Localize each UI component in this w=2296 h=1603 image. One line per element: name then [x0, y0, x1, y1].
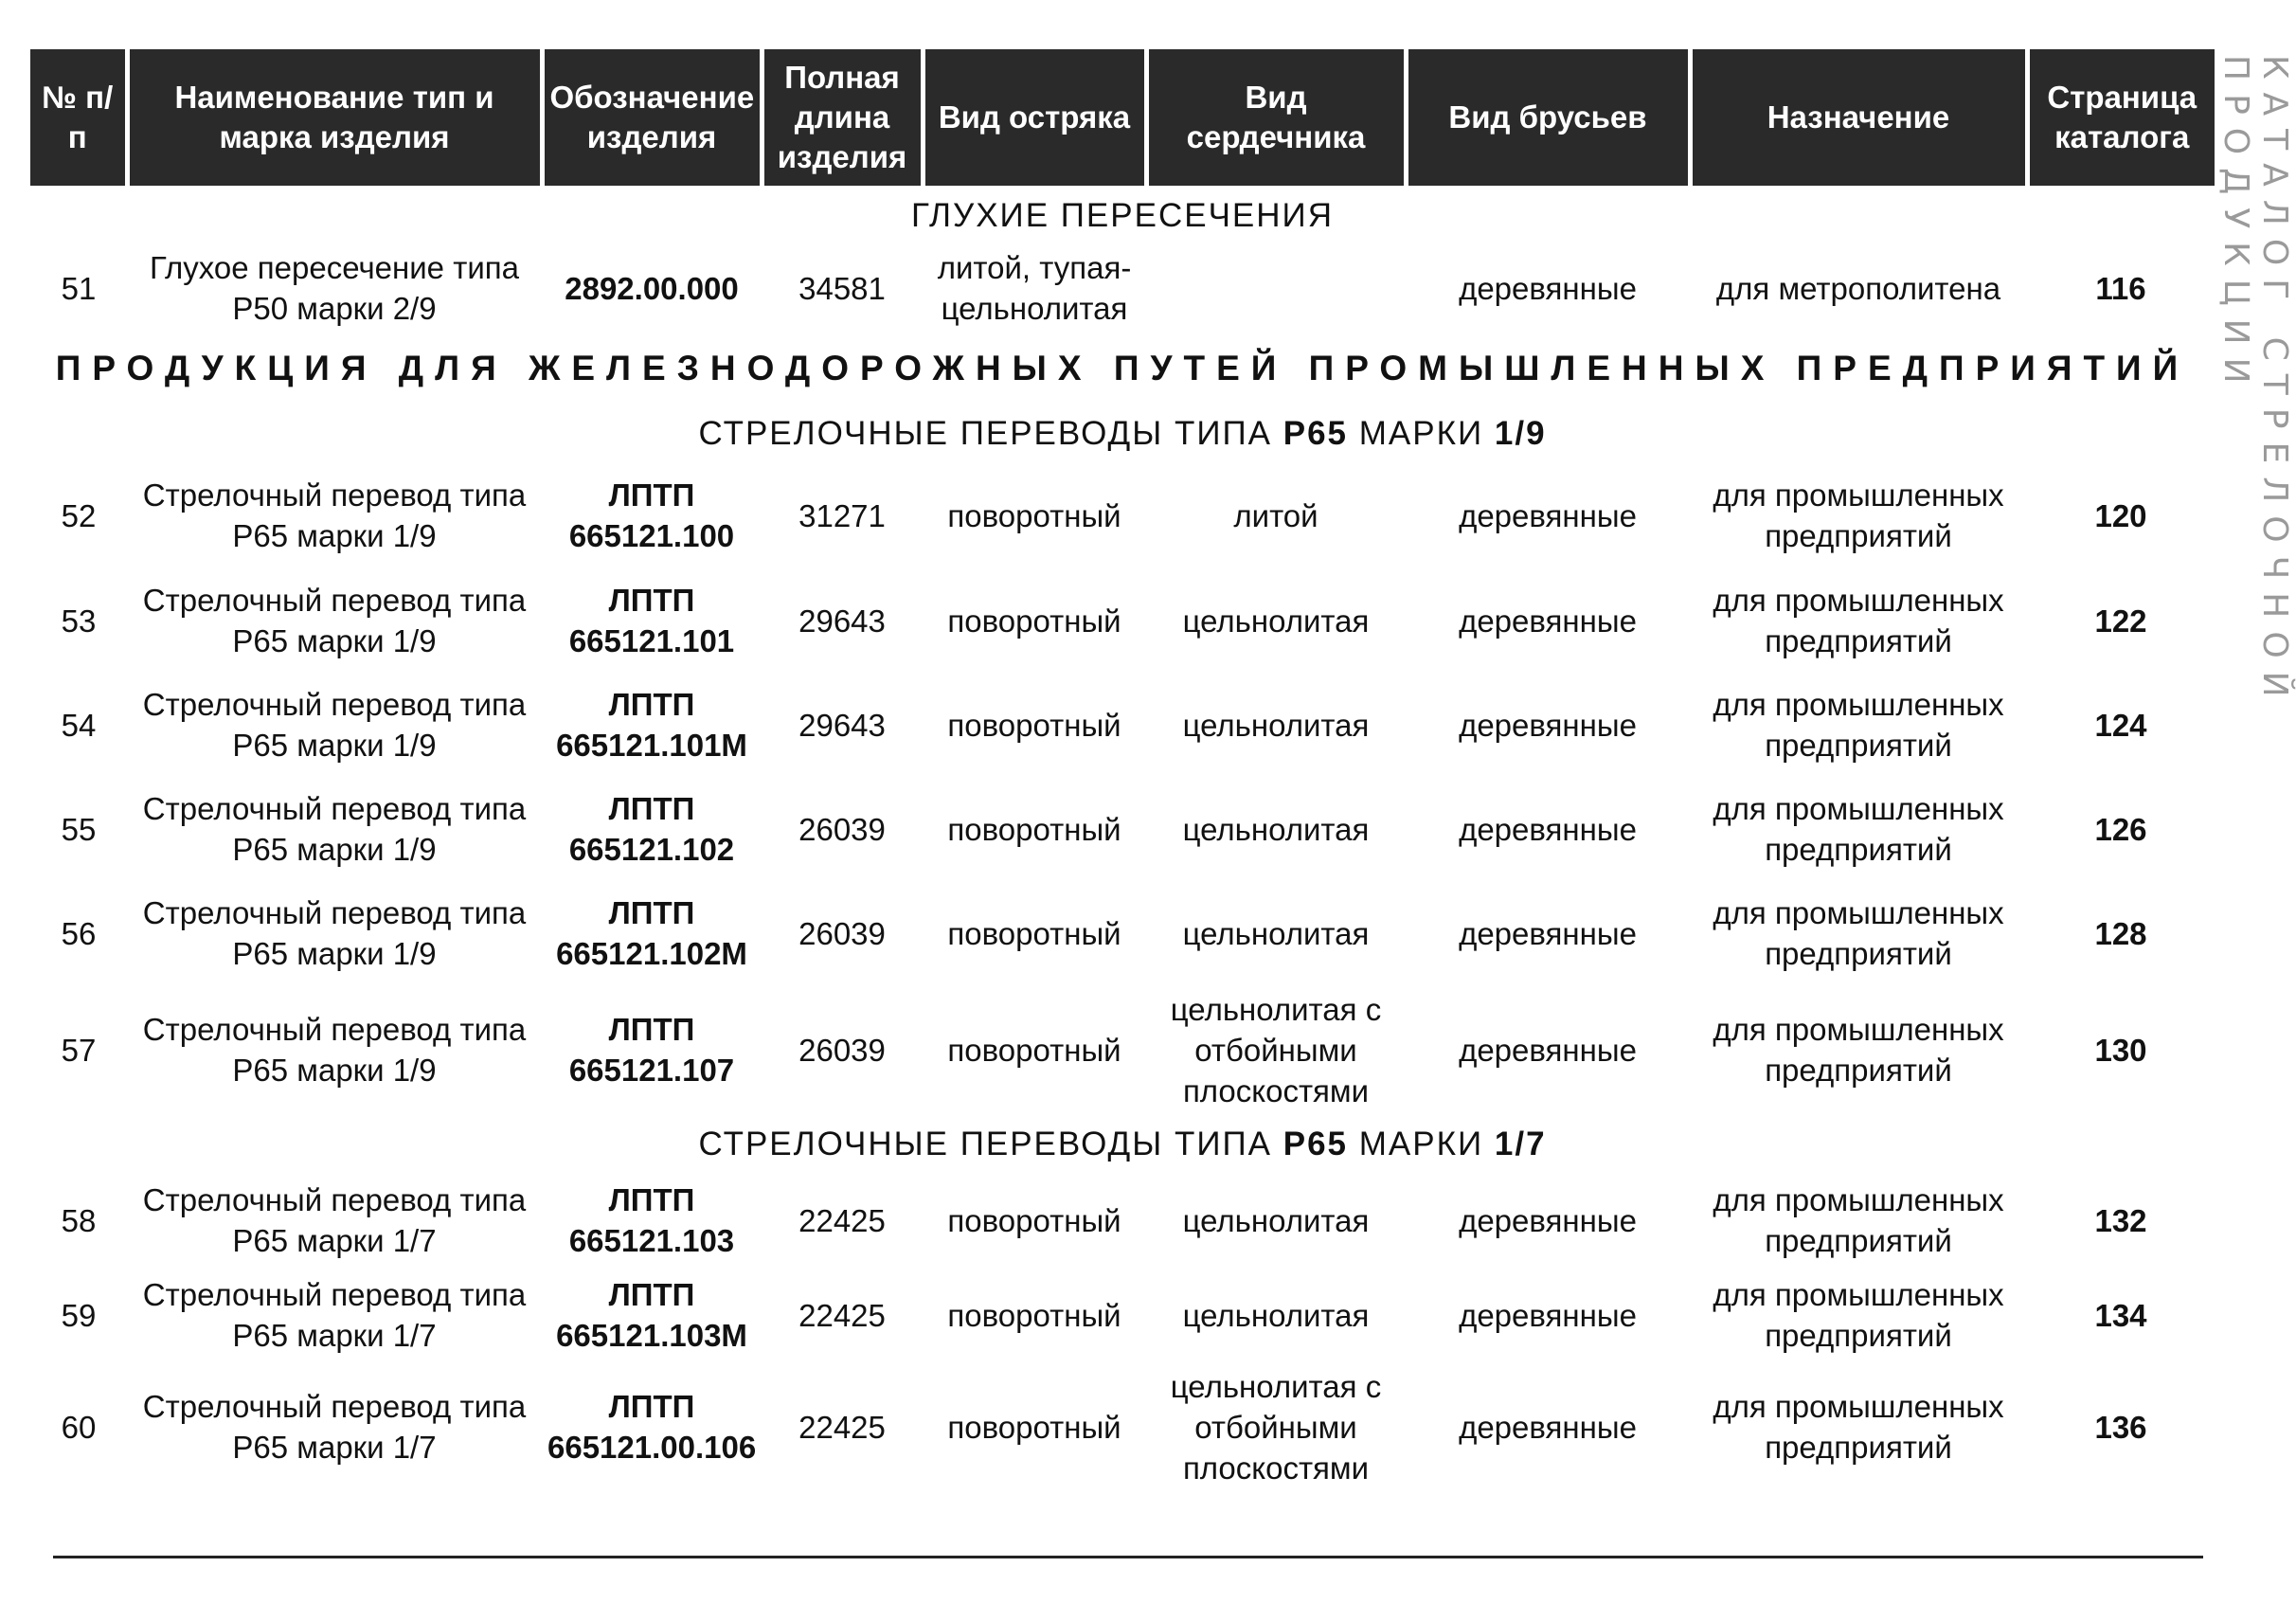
cell-name: Стрелочный перевод типа Р65 марки 1/9 — [142, 583, 527, 658]
cell-purpose: для промышленных предприятий — [1713, 791, 2004, 867]
cell-core: цельнолитая — [1182, 915, 1370, 951]
cell-core: цельнолитая с отбойными плоскостями — [1170, 1368, 1382, 1486]
cell-page: 126 — [2094, 811, 2147, 847]
cell-num: 60 — [61, 1409, 97, 1445]
cell-sleepers: деревянные — [1459, 603, 1637, 639]
cell-code: ЛПТП 665121.102 — [568, 791, 735, 867]
cell-sleepers: деревянные — [1459, 270, 1637, 306]
cell-core: цельнолитая — [1182, 603, 1370, 639]
cell-num: 55 — [61, 811, 97, 847]
cell-length: 22425 — [798, 1409, 886, 1445]
cell-num: 56 — [61, 915, 97, 951]
section-title-blind: ГЛУХИЕ ПЕРЕСЕЧЕНИЯ — [911, 196, 1334, 234]
table-row — [30, 462, 2215, 568]
section-row — [30, 186, 2215, 244]
cell-length: 31271 — [798, 497, 886, 533]
cell-page: 128 — [2094, 915, 2147, 951]
cell-purpose: для промышленных предприятий — [1713, 895, 2004, 971]
section-title-p65-17 — [30, 1114, 2215, 1173]
cell-page: 134 — [2094, 1297, 2147, 1333]
cell-point: литой, тупая-цельнолитая — [937, 250, 1132, 326]
cell-point: поворотный — [947, 1032, 1121, 1068]
cell-length: 26039 — [798, 811, 886, 847]
section-type: Р65 — [1283, 414, 1349, 452]
cell-point: поворотный — [947, 811, 1121, 847]
header-length: Полная длина изделия — [762, 49, 923, 186]
cell-code: ЛПТП 665121.101 — [568, 583, 735, 658]
cell-sleepers: деревянные — [1459, 811, 1637, 847]
cell-length: 26039 — [798, 1032, 886, 1068]
cell-name: Стрелочный перевод типа Р65 марки 1/9 — [142, 687, 527, 763]
cell-name: Стрелочный перевод типа Р65 марки 1/9 — [142, 895, 527, 971]
cell-code: ЛПТП 665121.102М — [556, 895, 747, 971]
cell-code: ЛПТП 665121.107 — [568, 1012, 735, 1088]
cell-core: цельнолитая — [1182, 1297, 1370, 1333]
cell-sleepers: деревянные — [1459, 1032, 1637, 1068]
section-prefix: СТРЕЛОЧНЫЕ ПЕРЕВОДЫ ТИПА — [698, 1125, 1272, 1162]
cell-length: 29643 — [798, 603, 886, 639]
cell-sleepers: деревянные — [1459, 707, 1637, 743]
cell-point: поворотный — [947, 497, 1121, 533]
cell-purpose: для промышленных предприятий — [1713, 477, 2004, 553]
cell-purpose: для промышленных предприятий — [1713, 583, 2004, 658]
section-type: Р65 — [1283, 1125, 1349, 1162]
cell-sleepers: деревянные — [1459, 497, 1637, 533]
header-sleepers: Вид брусьев — [1406, 49, 1690, 186]
cell-name: Стрелочный перевод типа Р65 марки 1/7 — [142, 1182, 527, 1258]
cell-name: Стрелочный перевод типа Р65 марки 1/7 — [142, 1389, 527, 1465]
cell-num: 57 — [61, 1032, 97, 1068]
section-title-industrial: ПРОДУКЦИЯ ДЛЯ ЖЕЛЕЗНОДОРОЖНЫХ ПУТЕЙ ПРОМЫШЛЕННЫХ ПРЕДПРИЯТИЙ — [55, 348, 2190, 387]
cell-purpose: для промышленных предприятий — [1713, 1277, 2004, 1353]
cell-sleepers: деревянные — [1459, 1297, 1637, 1333]
cell-purpose: для промышленных предприятий — [1713, 1012, 2004, 1088]
section-title-p65-19 — [30, 404, 2215, 462]
cell-code: 2892.00.000 — [565, 270, 739, 306]
cell-code: ЛПТП 665121.100 — [568, 477, 735, 553]
header-point: Вид остряка — [923, 49, 1146, 186]
cell-point: поворотный — [947, 915, 1121, 951]
header-name: Наименование тип и марка изделия — [127, 49, 542, 186]
table-row — [30, 244, 2215, 332]
section-grade: 1/9 — [1494, 414, 1547, 452]
header-code: Обозначение изделия — [542, 49, 762, 186]
cell-core: цельнолитая — [1182, 811, 1370, 847]
cell-code: ЛПТП 665121.103 — [568, 1182, 735, 1258]
cell-num: 59 — [61, 1297, 97, 1333]
cell-num: 51 — [61, 270, 97, 306]
cell-sleepers: деревянные — [1459, 915, 1637, 951]
bottom-divider — [53, 1556, 2203, 1558]
table-row — [30, 881, 2215, 985]
cell-page: 136 — [2094, 1409, 2147, 1445]
cell-num: 53 — [61, 603, 97, 639]
cell-point: поворотный — [947, 1297, 1121, 1333]
header-purpose: Назначение — [1690, 49, 2027, 186]
cell-point: поворотный — [947, 603, 1121, 639]
cell-purpose: для метрополитена — [1715, 270, 2001, 306]
cell-length: 22425 — [798, 1297, 886, 1333]
cell-page: 122 — [2094, 603, 2147, 639]
section-grade: 1/7 — [1494, 1125, 1547, 1162]
cell-num: 54 — [61, 707, 97, 743]
catalog-table — [30, 49, 2215, 1491]
table-row — [30, 1268, 2215, 1362]
cell-point: поворотный — [947, 1409, 1121, 1445]
cell-core: цельнолитая с отбойными плоскостями — [1170, 991, 1382, 1108]
cell-point: поворотный — [947, 707, 1121, 743]
table-row — [30, 673, 2215, 777]
header-core: Вид сердечника — [1146, 49, 1406, 186]
table-row — [30, 985, 2215, 1114]
cell-core: литой — [1233, 497, 1318, 533]
cell-page: 116 — [2095, 270, 2146, 306]
cell-page: 132 — [2094, 1202, 2147, 1238]
cell-sleepers: деревянные — [1459, 1409, 1637, 1445]
cell-page: 120 — [2094, 497, 2147, 533]
cell-purpose: для промышленных предприятий — [1713, 1389, 2004, 1465]
table-header — [30, 49, 2215, 186]
cell-core — [1146, 244, 1406, 332]
cell-core: цельнолитая — [1182, 1202, 1370, 1238]
cell-name: Стрелочный перевод типа Р65 марки 1/9 — [142, 1012, 527, 1088]
cell-length: 22425 — [798, 1202, 886, 1238]
cell-name: Стрелочный перевод типа Р65 марки 1/9 — [142, 791, 527, 867]
table-row — [30, 1173, 2215, 1268]
section-prefix: СТРЕЛОЧНЫЕ ПЕРЕВОДЫ ТИПА — [698, 414, 1272, 452]
cell-sleepers: деревянные — [1459, 1202, 1637, 1238]
section-mid: МАРКИ — [1358, 1125, 1484, 1162]
cell-name: Стрелочный перевод типа Р65 марки 1/7 — [142, 1277, 527, 1353]
cell-name: Стрелочный перевод типа Р65 марки 1/9 — [142, 477, 527, 553]
side-catalog-title: КАТАЛОГ СТРЕЛОЧНОЙ ПРОДУКЦИИ — [2216, 55, 2294, 711]
cell-purpose: для промышленных предприятий — [1713, 687, 2004, 763]
table-row — [30, 568, 2215, 673]
section-mid: МАРКИ — [1358, 414, 1484, 452]
table-row — [30, 777, 2215, 881]
cell-code: ЛПТП 665121.103М — [556, 1277, 747, 1353]
section-row — [30, 1114, 2215, 1173]
table-row — [30, 1362, 2215, 1491]
cell-point: поворотный — [947, 1202, 1121, 1238]
cell-page: 124 — [2094, 707, 2147, 743]
cell-length: 29643 — [798, 707, 886, 743]
cell-page: 130 — [2094, 1032, 2147, 1068]
cell-num: 52 — [61, 497, 97, 533]
section-row — [30, 332, 2215, 404]
cell-code: ЛПТП 665121.00.106 — [547, 1389, 757, 1465]
cell-code: ЛПТП 665121.101М — [556, 687, 747, 763]
header-page: Страница каталога — [2027, 49, 2215, 186]
cell-length: 34581 — [798, 270, 886, 306]
cell-purpose: для промышленных предприятий — [1713, 1182, 2004, 1258]
cell-num: 58 — [61, 1202, 97, 1238]
cell-length: 26039 — [798, 915, 886, 951]
header-num: № п/п — [30, 49, 127, 186]
cell-core: цельнолитая — [1182, 707, 1370, 743]
cell-name: Глухое пересечение типа Р50 марки 2/9 — [150, 250, 519, 326]
section-row — [30, 404, 2215, 462]
